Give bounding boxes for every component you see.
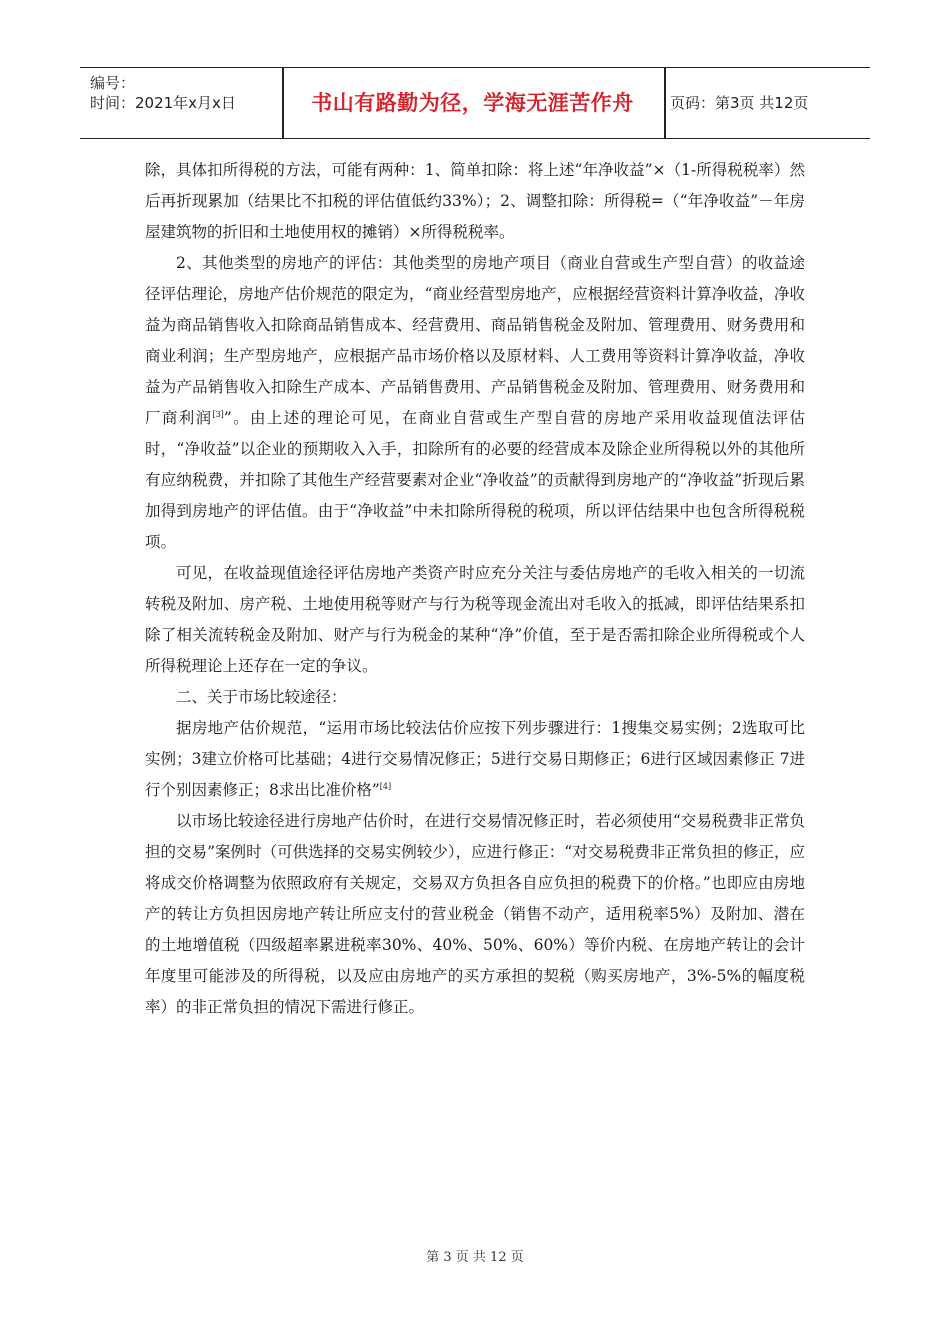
paragraph-valuation-steps-text: 据房地产估价规范，“运用市场比较法估价应按下列步骤进行：1搜集交易实例；2选取可比实例；3建立价格可比基础；4进行交易情况修正；5进行交易日期修正；6进行区域因素修正 7进行个别因素修正；8求出比准价格” (145, 719, 805, 799)
paragraph-transaction-correction: 以市场比较途径进行房地产估价时，在进行交易情况修正时，若必须使用“交易税费非正常负担的交易”案例时（可供选择的交易实例较少），应进行修正：“对交易税费非正常负担的修正，应将成交价格调整为依照政府有关规定，交易双方负担各自应负担的税费下的价格。”也即应由房地产的转让方负担因房地产转让所应支付的营业税金（销售不动产，适用税率5%）及附加、潜在的土地增值税（四级超率累进税率30%、40%、50%、60%）等价内税、在房地产转让的会计年度里可能涉及的所得税，以及应由房地产的买方承担的契税（购买房地产，3%-5%的幅度税率）的非正常负担的情况下需进行修正。 (145, 812, 805, 1016)
page-footer: 第 3 页 共 12 页 (426, 1250, 524, 1265)
document-body (145, 155, 805, 1023)
paragraph-other-types-part2: ”。由上述的理论可见，在商业自营或生产型自营的房地产采用收益现值法评估时，“净收益”以企业的预期收入入手，扣除所有的必要的经营成本及除企业所得税以外的其他所有应纳税费，并扣除了其他生产经营要素对企业“净收益”的贡献得到房地产的“净收益”折现后累加得到房地产的评估值。由于“净收益”中未扣除所得税的税项，所以评估结果中也包含所得税税项。 (145, 409, 805, 551)
serial-label: 编号： (90, 74, 136, 92)
paragraph-conclusion: 可见，在收益现值途径评估房地产类资产时应充分关注与委估房地产的毛收入相关的一切流转税及附加、房产税、土地使用税等财产与行为税等现金流出对毛收入的抵减，即评估结果系扣除了相关流转税金及附加、财产与行为税金的某种“净”价值，至于是否需扣除企业所得税或个人所得税理论上还存在一定的争议。 (145, 564, 805, 675)
date-line: 时间：2021年x月x日 (90, 94, 236, 112)
section-heading-market-comparison: 二、关于市场比较途径： (176, 688, 347, 706)
header-page-info: 页码：第3页 共12页 (670, 94, 809, 112)
header-meta (80, 68, 280, 138)
citation-4: [4] (379, 781, 392, 791)
header-divider-left (282, 68, 284, 138)
header-motto: 书山有路勤为径，学海无涯苦作舟 (311, 91, 634, 115)
paragraph-valuation-steps (145, 713, 805, 806)
citation-3: [3] (212, 409, 224, 419)
paragraph-tax-deduction: 除，具体扣所得税的方法，可能有两种：1、简单扣除：将上述“年净收益”×（1-所得税税率）然后再折现累加（结果比不扣税的评估值低约33%）；2、调整扣除：所得税=（“年净收益”－年房屋建筑物的折旧和土地使用权的摊销）×所得税税率。 (145, 161, 805, 241)
paragraph-other-types-part1: 2、其他类型的房地产的评估：其他类型的房地产项目（商业自营或生产型自营）的收益途径评估理论，房地产估价规范的限定为，“商业经营型房地产，应根据经营资料计算净收益，净收益为商品销售收入扣除商品销售成本、经营费用、商品销售税金及附加、管理费用、财务费用和商业利润；生产型房地产，应根据产品市场价格以及原材料、人工费用等资料计算净收益，净收益为产品销售收入扣除生产成本、产品销售费用、产品销售税金及附加、管理费用、财务费用和厂商利润 (145, 254, 805, 427)
document-header (80, 67, 870, 139)
paragraph-other-types (145, 248, 805, 558)
